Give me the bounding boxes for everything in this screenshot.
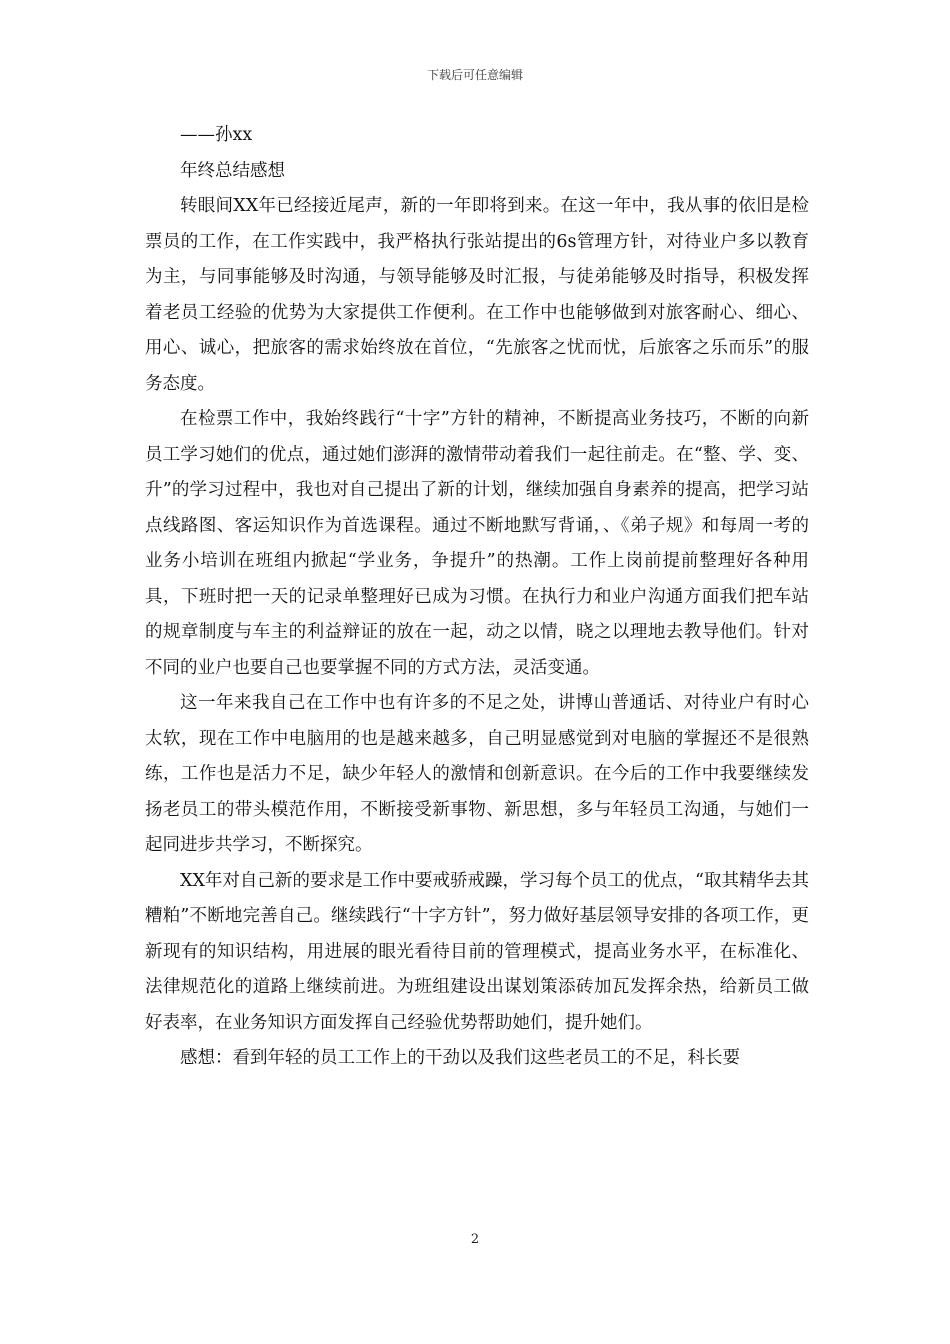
paragraph-1: 转眼间XX年已经接近尾声，新的一年即将到来。在这一年中，我从事的依旧是检票员的工作，在工作实践中，我严格执行张站提出的6s管理方针，对待业户多以教育为主，与同事能够及时沟通，与领导能够及时汇报，与徒弟能够及时指导，积极发挥着老员工经验的优势为大家提供工作便利。在工作中也能够做到对旅客耐心、细心、用心、诚心，把旅客的需求始终放在首位，“先旅客之忧而忧，后旅客之乐而乐”的服务态度。	[145, 196, 809, 394]
paragraph-3: 这一年来我自己在工作中也有许多的不足之处，讲博山普通话、对待业户有时心太软，现在工作中电脑用的也是越来越多，自己明显感觉到对电脑的掌握还不是很熟练，工作也是活力不足，缺少年轻人的激情和创新意识。在今后的工作中我要继续发扬老员工的带头模范作用，不断接受新事物、新思想，多与年轻员工沟通，与她们一起同进步共学习，不断探究。	[145, 693, 809, 855]
document-body	[145, 118, 809, 1077]
section-title: 年终总结感想	[180, 160, 285, 181]
page-number: 2	[470, 1232, 480, 1247]
paragraph-5: 感想：看到年轻的员工工作上的干劲以及我们这些老员工的不足，科长要	[180, 1048, 740, 1068]
page-header: 下载后可任意编辑	[426, 68, 523, 82]
paragraph-4: XX年对自己新的要求是工作中要戒骄戒躁，学习每个员工的优点，“取其精华去其糟粕”不断地完善自己。继续践行“十字方针”，努力做好基层领导安排的各项工作，更新现有的知识结构，用进展的眼光看待目前的管理模式，提高业务水平，在标准化、法律规范化的道路上继续前进。为班组建设出谋划策添砖加瓦发挥余热，给新员工做好表率，在业务知识方面发挥自己经验优势帮助她们，提升她们。	[145, 870, 809, 1033]
author-line: ——孙xx	[180, 125, 253, 145]
paragraph-2: 在检票工作中，我始终践行“十字”方针的精神，不断提高业务技巧，不断的向新员工学习她们的优点，通过她们澎湃的激情带动着我们一起往前走。在“整、学、变、升”的学习过程中，我也对自己提出了新的计划，继续加强自身素养的提高，把学习站点线路图、客运知识作为首选课程。通过不断地默写背诵，、《弟子规》和每周一考的业务小培训在班组内掀起“学业务，争提升”的热潮。工作上岗前提前整理好各种用具，下班时把一天的记录单整理好已成为习惯。在执行力和业户沟通方面我们把车站的规章制度与车主的利益辩证的放在一起，动之以情，晓之以理地去教导他们。针对不同的业户也要自己也要掌握不同的方式方法，灵活变通。	[145, 409, 809, 678]
